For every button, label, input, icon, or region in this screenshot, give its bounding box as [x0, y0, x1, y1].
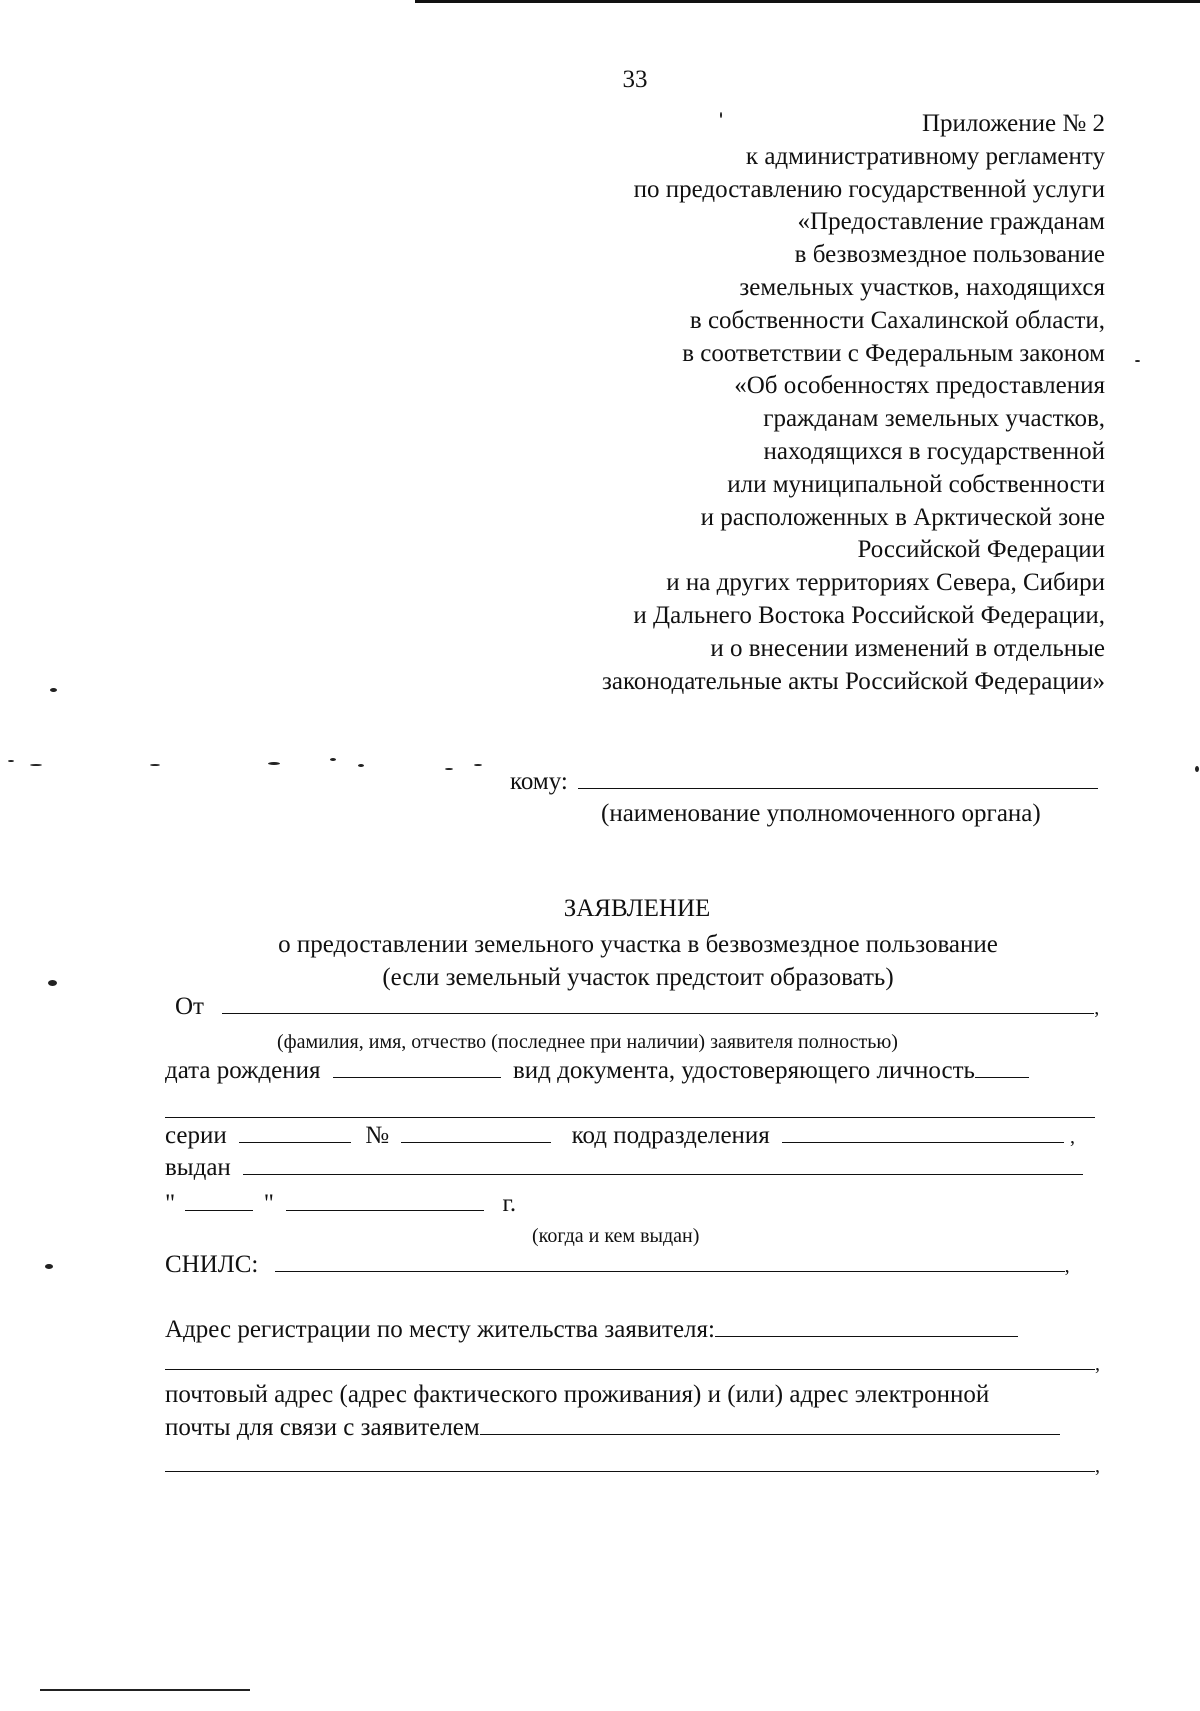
birth-date-field[interactable]: [333, 1057, 501, 1078]
issued-by-field[interactable]: [243, 1154, 1083, 1175]
appendix-line: и на других территориях Севера, Сибири: [666, 569, 1105, 597]
series-field[interactable]: [239, 1122, 351, 1143]
scan-speck: [720, 112, 722, 118]
division-code-label: код подразделения: [571, 1122, 770, 1149]
birth-date-label: дата рождения: [165, 1057, 321, 1084]
issue-month-year-field[interactable]: [286, 1190, 484, 1211]
appendix-line: в собственности Сахалинской области,: [689, 306, 1105, 334]
scan-top-edge: [415, 0, 1200, 3]
recipient-field[interactable]: [578, 766, 1098, 789]
postal-address-row: [165, 1414, 1060, 1442]
scan-bottom-edge: [40, 1689, 250, 1691]
postal-address-continued-row: [165, 1451, 1100, 1479]
postal-address-field[interactable]: [480, 1414, 1060, 1435]
appendix-line: в безвозмездное пользование: [794, 241, 1105, 269]
appendix-header: [602, 108, 1105, 698]
appendix-line: «Предоставление гражданам: [797, 208, 1105, 236]
form-title: ЗАЯВЛЕНИЕ: [563, 895, 711, 922]
appendix-line: или муниципальной собственности: [727, 470, 1105, 498]
recipient-label: кому:: [510, 768, 568, 795]
scan-speck: [1135, 360, 1140, 362]
division-code-field[interactable]: [782, 1122, 1064, 1143]
number-label: №: [365, 1122, 390, 1149]
comma: ,: [1095, 1455, 1100, 1477]
registration-address-label: Адрес регистрации по месту жительства заявителя:: [165, 1316, 715, 1343]
scan-speck: [8, 760, 14, 762]
appendix-line: и Дальнего Востока Российской Федерации,: [633, 601, 1105, 629]
appendix-line: в соответствии с Федеральным законом: [682, 339, 1105, 367]
registration-address-row: [165, 1316, 1018, 1344]
registration-address-field[interactable]: [715, 1316, 1018, 1337]
year-suffix: г.: [502, 1190, 517, 1217]
applicant-name-hint: (фамилия, имя, отчество (последнее при наличии) заявителя полностью): [277, 1031, 898, 1053]
scan-speck: [445, 768, 453, 770]
applicant-name-row: [165, 993, 1099, 1021]
snils-row: [165, 1251, 1070, 1279]
scan-speck: [30, 764, 42, 766]
birth-and-id-row: [165, 1057, 1029, 1085]
passport-series-row: [165, 1122, 1075, 1150]
scan-speck: [48, 980, 57, 986]
scan-speck: [45, 1264, 53, 1269]
appendix-line: «Об особенностях предоставления: [734, 372, 1105, 400]
registration-address-field-continued[interactable]: [165, 1349, 1095, 1370]
issued-hint: (когда и кем выдан): [532, 1225, 700, 1247]
appendix-line: законодательные акты Российской Федерации»: [601, 667, 1105, 695]
appendix-line: по предоставлению государственной услуги: [633, 175, 1105, 203]
id-document-field[interactable]: [975, 1057, 1029, 1078]
scan-speck: [358, 764, 364, 767]
scan-speck: [330, 758, 336, 761]
comma: ,: [1070, 1126, 1076, 1148]
page-number: 33: [622, 66, 648, 93]
quote-open: ": [165, 1190, 176, 1217]
issue-day-field[interactable]: [185, 1190, 253, 1211]
comma: ,: [1094, 997, 1100, 1019]
appendix-line: и о внесении изменений в отдельные: [710, 634, 1105, 662]
scan-speck: [1195, 766, 1199, 772]
issued-label: выдан: [165, 1154, 231, 1181]
scan-speck: [150, 764, 160, 766]
appendix-line: земельных участков, находящихся: [739, 273, 1105, 301]
appendix-line: к административному регламенту: [745, 142, 1105, 170]
form-subtitle-line: о предоставлении земельного участка в безвозмездное пользование: [278, 931, 998, 958]
form-subtitle-line: (если земельный участок предстоит образовать): [382, 964, 894, 991]
appendix-line: гражданам земельных участков,: [763, 405, 1105, 433]
issued-by-row: [165, 1154, 1083, 1182]
postal-address-label: почтовый адрес (адрес фактического проживания) и (или) адрес электронной: [165, 1381, 990, 1408]
comma: ,: [1095, 1353, 1100, 1375]
contact-email-label: почты для связи с заявителем: [165, 1414, 480, 1441]
scan-speck: [268, 762, 280, 765]
snils-field[interactable]: [275, 1251, 1065, 1272]
appendix-line: и расположенных в Арктической зоне: [700, 503, 1105, 531]
quote-close: ": [263, 1190, 274, 1217]
appendix-line: Приложение № 2: [921, 110, 1105, 137]
snils-label: СНИЛС:: [165, 1251, 259, 1278]
registration-address-continued-row: [165, 1349, 1100, 1377]
issue-date-row: [165, 1190, 516, 1218]
scan-speck: [474, 764, 482, 766]
comma: ,: [1064, 1255, 1070, 1277]
series-label: серии: [165, 1122, 227, 1149]
postal-address-label-row: [165, 1381, 989, 1409]
id-document-field-continued[interactable]: [165, 1117, 1095, 1118]
postal-address-field-continued[interactable]: [165, 1451, 1095, 1472]
number-field[interactable]: [401, 1122, 551, 1143]
recipient-row: [510, 766, 1098, 796]
from-label: От: [175, 993, 204, 1020]
applicant-name-field[interactable]: [222, 993, 1094, 1014]
scan-speck: [50, 688, 57, 692]
recipient-hint: (наименование уполномоченного органа): [601, 800, 1041, 827]
id-document-label: вид документа, удостоверяющего личность: [512, 1057, 975, 1084]
appendix-line: Российской Федерации: [857, 536, 1105, 564]
form-subtitle: [0, 928, 1200, 994]
appendix-line: находящихся в государственной: [763, 437, 1105, 465]
